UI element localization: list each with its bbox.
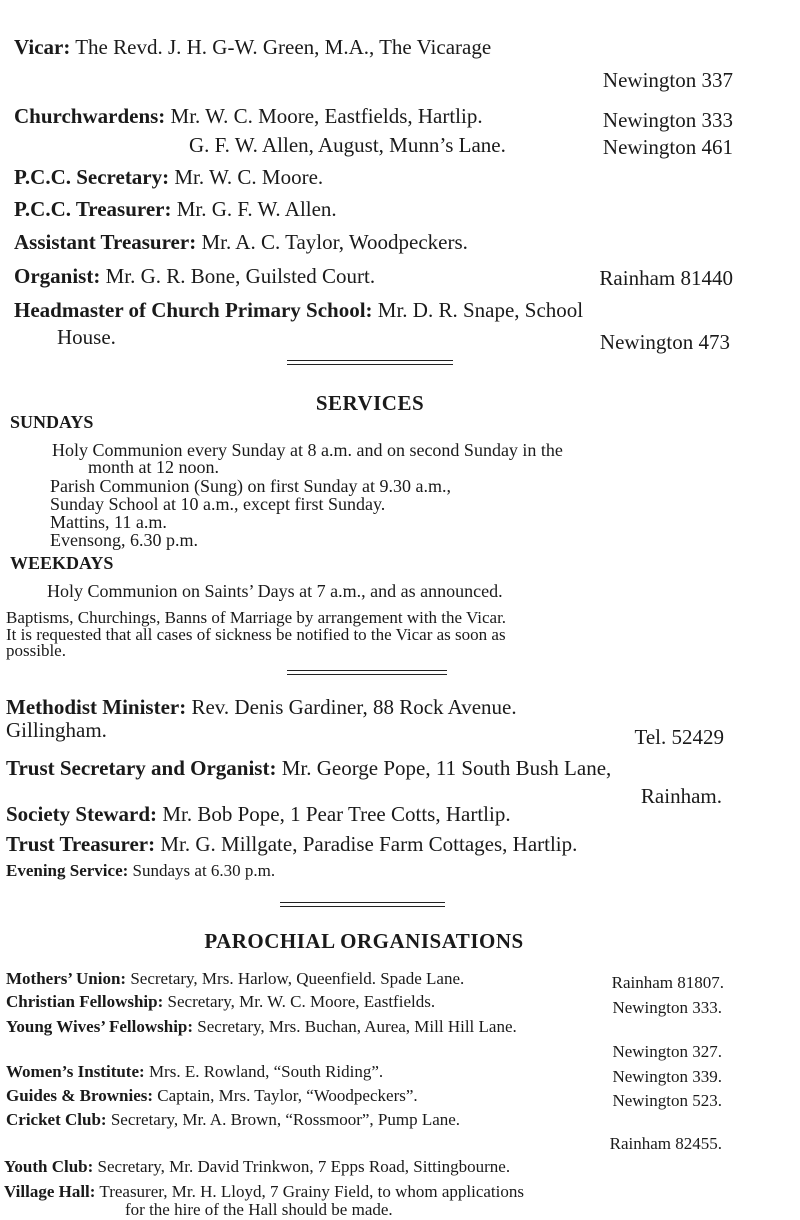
vicar-line [14,37,491,58]
churchwardens-text-2: G. F. W. Allen, August, Munn’s Lane. [189,133,506,157]
org-item-young-wives [6,1018,517,1035]
organist-text: Mr. G. R. Bone, Guilsted Court. [105,264,376,288]
org-text: Secretary, Mr. W. C. Moore, Eastfields. [167,992,436,1011]
organisations-heading: PAROCHIAL ORGANISATIONS [204,929,524,953]
weekdays-line: Holy Communion on Saints’ Days at 7 a.m., and as announced. [47,581,503,601]
vicar-phone: Newington 337 [602,68,733,92]
headmaster-phone: Newington 473 [599,330,730,354]
trust-treasurer-label: Trust Treasurer: [6,832,156,856]
org-label: Youth Club: [4,1157,94,1176]
pcc-treasurer-label: P.C.C. Treasurer: [14,197,172,221]
trust-secretary-text-2: Rainham. [640,784,722,808]
org-text: Secretary, Mr. David Trinkwon, 7 Epps Road, Sittingbourne. [97,1157,511,1176]
organist-line [14,266,375,287]
org-text: Secretary, Mr. A. Brown, “Rossmoor”, Pump Lane. [110,1110,461,1129]
society-steward-line [6,804,511,825]
org-item-village-hall [4,1183,524,1200]
headmaster-text: Mr. D. R. Snape, School [377,298,584,322]
sundays-line-4: Sunday School at 10 a.m., except first Sunday. [50,494,386,514]
org-text: Secretary, Mrs. Buchan, Aurea, Mill Hill Lane. [197,1017,517,1036]
evening-service-text: Sundays at 6.30 p.m. [132,861,276,880]
pcc-secretary-label: P.C.C. Secretary: [14,165,170,189]
churchwardens-text-1: Mr. W. C. Moore, Eastfields, Hartlip. [170,104,483,128]
org-phone: Rainham 81807. [611,973,724,992]
pcc-treasurer-text: Mr. G. F. W. Allen. [176,197,337,221]
vicar-text: The Revd. J. H. G-W. Green, M.A., The Vicarage [75,35,492,59]
org-label: Mothers’ Union: [6,969,127,988]
headmaster-label: Headmaster of Church Primary School: [14,298,373,322]
trust-secretary-label: Trust Secretary and Organist: [6,756,277,780]
headmaster-line [14,300,583,321]
society-steward-text: Mr. Bob Pope, 1 Pear Tree Cotts, Hartlip. [162,802,511,826]
churchwardens-phone-1: Newington 333 [602,108,733,132]
trust-secretary-text: Mr. George Pope, 11 South Bush Lane, [281,756,612,780]
services-heading: SERVICES [315,391,425,415]
org-item-mothers-union [6,970,464,987]
sundays-line-5: Mattins, 11 a.m. [50,512,167,532]
weekdays-heading: WEEKDAYS [10,553,114,573]
evening-service-label: Evening Service: [6,861,129,880]
trust-secretary-line [6,758,611,779]
pcc-secretary-text: Mr. W. C. Moore. [174,165,324,189]
org-text: Secretary, Mrs. Harlow, Queenfield. Spade Lane. [130,969,465,988]
churchwardens-phone-2: Newington 461 [602,135,733,159]
org-phone: Rainham 82455. [609,1134,722,1153]
sundays-line-1: Holy Communion every Sunday at 8 a.m. and on second Sunday in the [52,440,563,460]
methodist-minister-label: Methodist Minister: [6,695,187,719]
org-item-womens-institute [6,1063,383,1080]
organist-label: Organist: [14,264,101,288]
methodist-minister-text-2: Gillingham. [6,718,107,742]
services-note-2: It is requested that all cases of sickness be notified to the Vicar as soon as [6,625,506,644]
vicar-label: Vicar: [14,35,71,59]
org-text: Mrs. E. Rowland, “South Riding”. [148,1062,384,1081]
org-phone: Newington 327. [612,1042,722,1061]
org-item-youth-club [4,1158,510,1175]
org-phone: Newington 523. [612,1091,722,1110]
sundays-line-2: month at 12 noon. [88,457,219,477]
org-item-guides-brownies [6,1087,418,1104]
org-item-cricket-club [6,1111,460,1128]
trust-treasurer-line [6,834,577,855]
org-label: Christian Fellowship: [6,992,164,1011]
organist-phone: Rainham 81440 [599,266,733,290]
org-phone: Newington 339. [612,1067,722,1086]
pcc-secretary-line [14,167,323,188]
org-label: Women’s Institute: [6,1062,145,1081]
services-note-3: possible. [6,641,66,660]
sundays-heading: SUNDAYS [10,412,94,432]
evening-service-line [6,862,275,879]
pcc-treasurer-line [14,199,337,220]
assistant-treasurer-line [14,232,468,253]
assistant-treasurer-label: Assistant Treasurer: [14,230,197,254]
org-text-2: for the hire of the Hall should be made. [125,1200,393,1219]
org-label: Village Hall: [4,1182,96,1201]
assistant-treasurer-text: Mr. A. C. Taylor, Woodpeckers. [201,230,468,254]
society-steward-label: Society Steward: [6,802,158,826]
double-rule [280,902,445,907]
methodist-minister-text: Rev. Denis Gardiner, 88 Rock Avenue. [191,695,517,719]
org-text: Treasurer, Mr. H. Lloyd, 7 Grainy Field, to whom applications [99,1182,524,1201]
double-rule [287,670,447,675]
org-phone: Newington 333. [612,998,722,1017]
headmaster-text-2: House. [57,325,116,349]
org-text: Captain, Mrs. Taylor, “Woodpeckers”. [157,1086,418,1105]
methodist-minister-line [6,697,517,718]
sundays-line-6: Evensong, 6.30 p.m. [50,530,198,550]
services-note-1: Baptisms, Churchings, Banns of Marriage by arrangement with the Vicar. [6,608,507,627]
org-item-christian-fellowship [6,993,435,1010]
churchwardens-label: Churchwardens: [14,104,166,128]
churchwardens-line-1 [14,106,483,127]
double-rule [287,360,453,365]
trust-treasurer-text: Mr. G. Millgate, Paradise Farm Cottages, Hartlip. [160,832,578,856]
methodist-minister-phone: Tel. 52429 [634,725,724,749]
org-label: Cricket Club: [6,1110,107,1129]
org-label: Young Wives’ Fellowship: [6,1017,194,1036]
org-label: Guides & Brownies: [6,1086,154,1105]
sundays-line-3: Parish Communion (Sung) on first Sunday at 9.30 a.m., [50,476,451,496]
